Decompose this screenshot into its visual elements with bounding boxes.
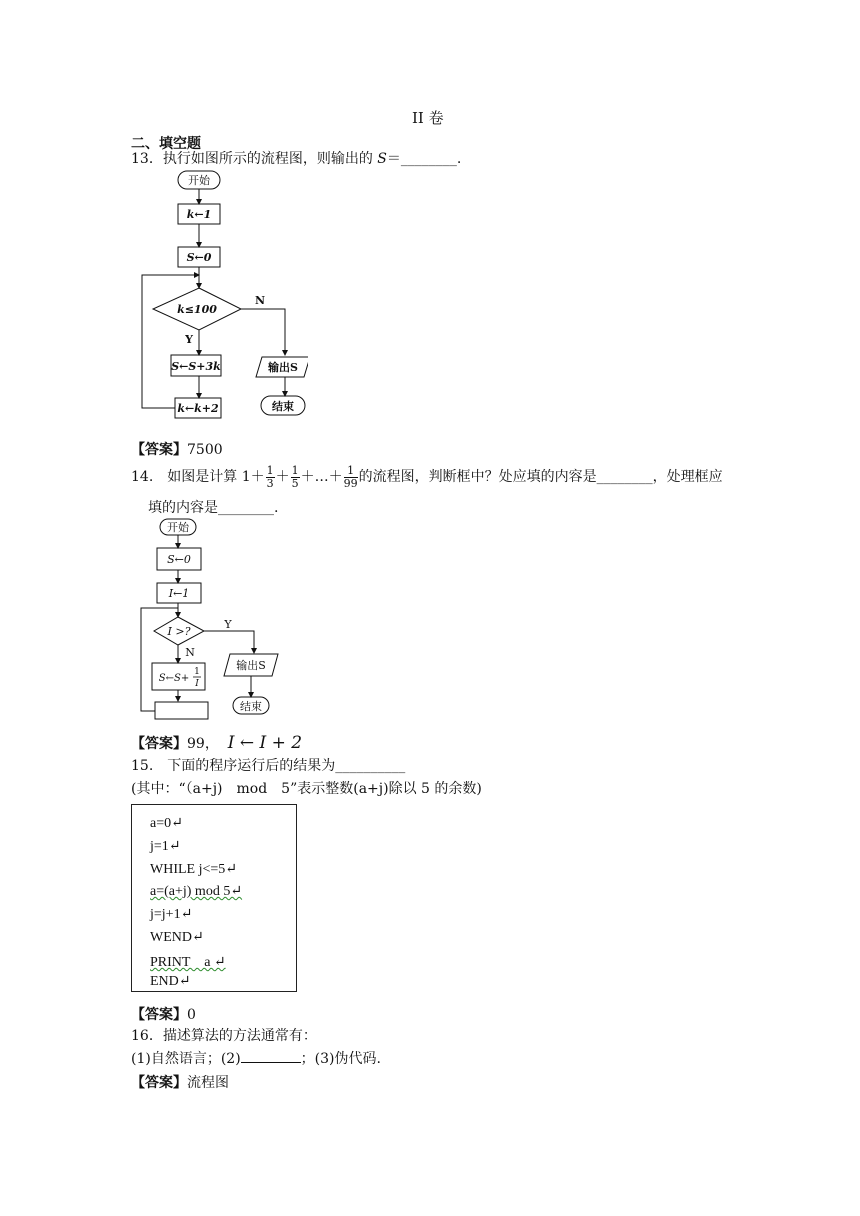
- yes-label: Y: [224, 618, 232, 631]
- output-label: 输出S: [268, 361, 298, 374]
- no-label: N: [254, 294, 266, 307]
- init-k-label: k←1: [186, 208, 212, 221]
- code-line: WEND↵: [150, 930, 204, 945]
- q16-line2: (1)自然语言；(2) ；(3)伪代码.: [131, 1051, 381, 1067]
- q15-text: 15. 下面的程序运行后的结果为__________: [131, 758, 406, 774]
- q16-text: 16．描述算法的方法通常有：: [131, 1028, 317, 1044]
- update-s-label: S←S+3k: [171, 360, 221, 373]
- q14-text: 14. 如图是计算 1＋ $\frac{1}{3}$ ＋ $\frac{1}{5}$ ＋…＋ $\frac{1}{99}$ 的流程图，判断框中？处应填的内容是________，处理框应: [131, 463, 723, 490]
- code-line: WHILE j<=5↵: [150, 862, 238, 877]
- code-line: PRINT a ↵: [150, 955, 226, 970]
- code-line: a=(a+j) mod 5↵: [150, 884, 243, 899]
- q16-answer: 【答案】流程图: [131, 1075, 229, 1091]
- q14-flowchart: [138, 516, 288, 726]
- q14-answer-formula: I ← I + 2: [227, 733, 303, 753]
- q13-answer: 【答案】7500: [131, 442, 223, 458]
- q14-text-line2: 填的内容是________.: [148, 500, 279, 516]
- update-k-label: k←k+2: [177, 402, 219, 415]
- init-s-label: S←0: [167, 553, 191, 566]
- q13-text: 13．执行如图所示的流程图，则输出的 S＝________.: [131, 151, 462, 167]
- section-title: II 卷: [412, 109, 444, 127]
- update-s-label: S←S+: [158, 673, 190, 684]
- blank-process-box: [155, 702, 208, 719]
- init-i-label: I←1: [168, 587, 190, 600]
- end-label: 结束: [272, 400, 294, 413]
- cond-label: k≤100: [177, 303, 217, 316]
- code-line: j=1↵: [150, 839, 181, 854]
- update-s-num: 1: [194, 667, 200, 677]
- code-line: j=j+1↵: [150, 907, 193, 922]
- start-label: 开始: [188, 174, 210, 187]
- init-s-label: S←0: [186, 251, 212, 264]
- yes-label: Y: [185, 333, 193, 346]
- update-s-den: I: [195, 679, 199, 689]
- q15-code-box: [131, 804, 297, 992]
- output-label: 输出S: [236, 659, 266, 672]
- start-label: 开始: [167, 521, 189, 534]
- no-label: N: [185, 646, 195, 659]
- q13-flowchart: [138, 168, 308, 423]
- q15-answer: 【答案】0: [131, 1007, 196, 1023]
- code-line: a=0↵: [150, 816, 183, 831]
- code-line: END↵: [150, 974, 191, 989]
- cond-label: I >?: [167, 625, 191, 638]
- q14-answer: 【答案】99， I ← I + 2: [131, 733, 303, 753]
- q16-blank: [241, 1062, 301, 1063]
- end-label: 结束: [240, 700, 262, 713]
- q15-note: (其中：“（a+j) mod 5”表示整数(a+j)除以 5 的余数): [131, 781, 482, 797]
- section-heading: 二、填空题: [131, 136, 201, 152]
